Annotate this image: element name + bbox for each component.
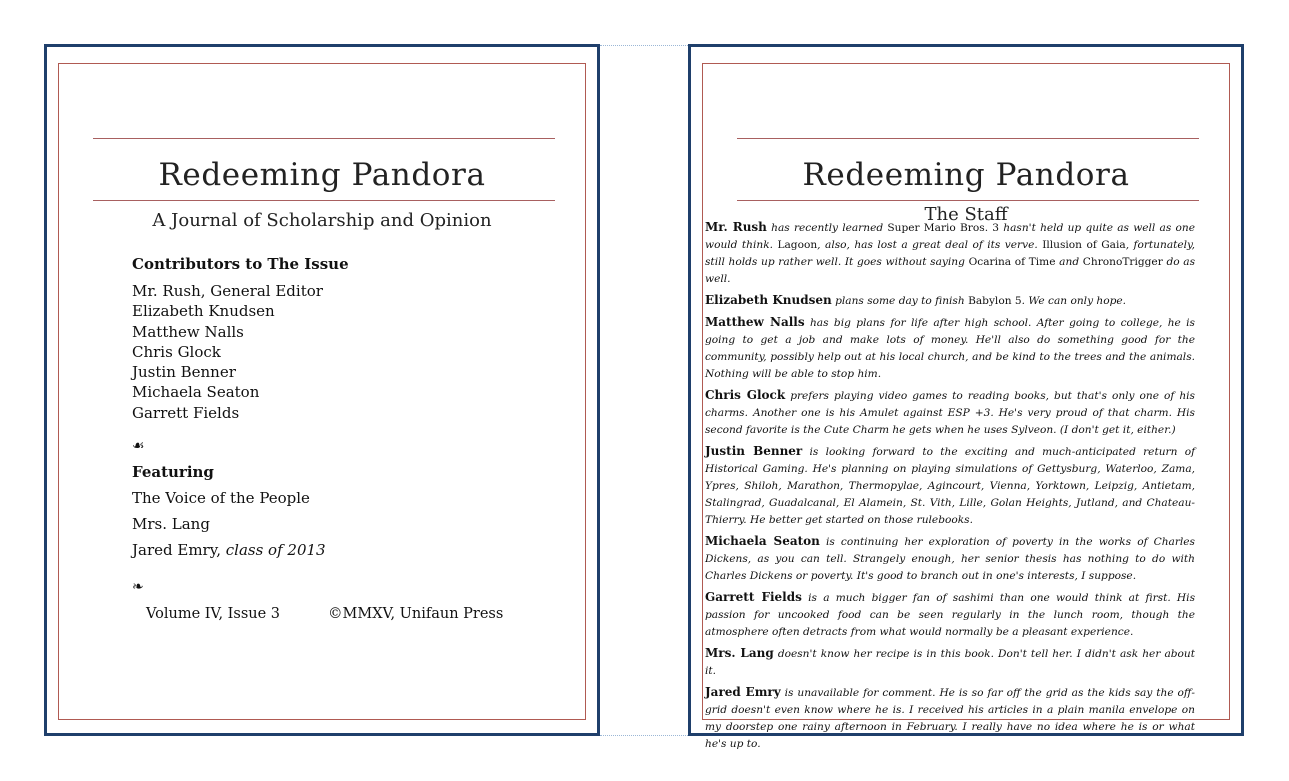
- staff-name: Mrs. Lang: [705, 646, 774, 660]
- contributors-heading: Contributors to The Issue: [132, 255, 349, 273]
- list-item: Mrs. Lang: [132, 515, 210, 533]
- staff-bio-text: is looking forward to the exciting and much-anticipated return of Historical Gaming. He's planning on playing simulations of Gettysburg, Waterloo, Zama, Ypres, Shiloh, Marathon, Thermopylae, Agincourt, Vienna, Yorktown, Leipzig, Antietam, Stalingrad, Guadalcanal, El Alamein, St. Vith, Lille, Golan Heights, Jutland, and Chateau-Thierry. He better get started on those rulebooks.: [705, 446, 1195, 526]
- staff-bio-text: Babylon 5: [968, 295, 1022, 307]
- staff-name: Mr. Rush: [705, 220, 767, 234]
- staff-entry: [705, 645, 1195, 680]
- staff-bio-text: is unavailable for comment. He is so far off the grid as the kids say the off-grid doesn't even know where he is. I received his articles in a plain manila envelope on my doorstep one rainy afternoon in February. I really have no idea where he is or what he's up to.: [705, 687, 1195, 750]
- staff-bio-text: and: [1055, 256, 1083, 268]
- title-rule-top: [737, 138, 1199, 139]
- class-year: class of 2013: [225, 541, 326, 559]
- staff-bio-text: . We can only hope.: [1021, 295, 1127, 307]
- staff-bio-text: do as well.: [705, 256, 1196, 285]
- volume-issue: Volume IV, Issue 3: [146, 606, 281, 622]
- staff-bio-text: doesn't know her recipe is in this book. Don't tell her. I didn't ask her about it.: [705, 648, 1195, 677]
- staff-entry: [705, 684, 1195, 753]
- staff-list: [705, 219, 1195, 757]
- spread-bottom-guide: [600, 735, 688, 736]
- staff-name: Jared Emry: [705, 685, 781, 699]
- list-item: Jared Emry, class of 2013: [132, 541, 326, 559]
- page-subtitle: The Staff: [924, 204, 1008, 225]
- contributors-section: [132, 255, 349, 423]
- staff-entry: [705, 589, 1195, 641]
- title-rule-bottom: [93, 200, 555, 201]
- staff-entry: [705, 387, 1195, 439]
- staff-bio-text: has recently learned: [766, 222, 888, 234]
- title-rule-bottom: [737, 200, 1199, 201]
- staff-bio-text: plans some day to finish: [831, 295, 969, 307]
- list-item: The Voice of the People: [132, 489, 310, 507]
- list-item: Michaela Seaton: [132, 383, 260, 402]
- staff-bio-text: , fortunately, still holds up rather well. It goes without saying: [705, 239, 1195, 268]
- page-subtitle: A Journal of Scholarship and Opinion: [152, 210, 492, 231]
- staff-bio-text: Super Mario Bros. 3: [887, 222, 1000, 234]
- list-item: Mr. Rush, General Editor: [132, 282, 323, 300]
- floral-ornament-icon: ☙: [132, 438, 145, 454]
- staff-entry: [705, 443, 1195, 529]
- staff-name: Michaela Seaton: [705, 534, 820, 548]
- staff-name: Elizabeth Knudsen: [705, 293, 832, 307]
- copyright: ©MMXV, Unifaun Press: [328, 606, 504, 622]
- list-item: Elizabeth Knudsen: [132, 302, 275, 321]
- staff-bio-text: prefers playing video games to reading books, but that's only one of his charms. Another one is his Amulet against ESP +3. He's very proud of that charm. His second favorite is the Cute Charm he gets when he uses Sylveon. (I don't get it, either.): [705, 390, 1195, 436]
- title-rule-top: [93, 138, 555, 139]
- floral-ornament-icon: ❧: [132, 579, 144, 595]
- staff-bio-text: Lagoon: [777, 239, 818, 251]
- staff-name: Matthew Nalls: [705, 315, 805, 329]
- page-title: Redeeming Pandora: [802, 157, 1130, 193]
- page-title: Redeeming Pandora: [158, 157, 486, 193]
- staff-bio-text: has big plans for life after high school. After going to college, he is going to get a job and make lots of money. He'll also do something good for the community, possibly help out at his local church, and be kind to the trees and the animals. Nothing will be able to stop him.: [705, 317, 1195, 380]
- staff-entry: [705, 292, 1195, 310]
- staff-entry: [705, 314, 1195, 383]
- list-item: Matthew Nalls: [132, 322, 244, 341]
- staff-entry: [705, 219, 1195, 288]
- contributors-list: [132, 281, 349, 423]
- featuring-heading: Featuring: [132, 463, 214, 481]
- staff-name: Garrett Fields: [705, 590, 802, 604]
- staff-bio-text: Ocarina of Time: [968, 256, 1056, 268]
- list-item: Chris Glock: [132, 342, 221, 361]
- staff-bio-text: , also, has lost a great deal of its verve.: [817, 239, 1043, 251]
- list-item: Garrett Fields: [132, 403, 240, 422]
- staff-bio-text: hasn't held up quite as well as one would think.: [705, 222, 1196, 251]
- staff-bio-text: Illusion of Gaia: [1042, 239, 1126, 251]
- left-page: [44, 44, 600, 736]
- featuring-section: [132, 463, 326, 559]
- staff-name: Justin Benner: [705, 444, 803, 458]
- staff-entry: [705, 533, 1195, 585]
- right-page: [688, 44, 1244, 750]
- staff-bio-text: ChronoTrigger: [1082, 256, 1163, 268]
- spread-top-guide: [600, 45, 688, 46]
- staff-bio-text: is a much bigger fan of sashimi than one would think at first. His passion for uncooked food can be seen regularly in the lunch room, though the atmosphere often detracts from what would normally be a pleasant experience.: [705, 592, 1196, 638]
- staff-name: Chris Glock: [705, 388, 786, 402]
- staff-bio-text: is continuing her exploration of poverty in the works of Charles Dickens, as you can tell. Strangely enough, her senior thesis has nothing to do with Charles Dickens or poverty. It's good to branch out in one's interests, I suppose.: [705, 536, 1195, 582]
- list-item: Justin Benner: [132, 363, 236, 382]
